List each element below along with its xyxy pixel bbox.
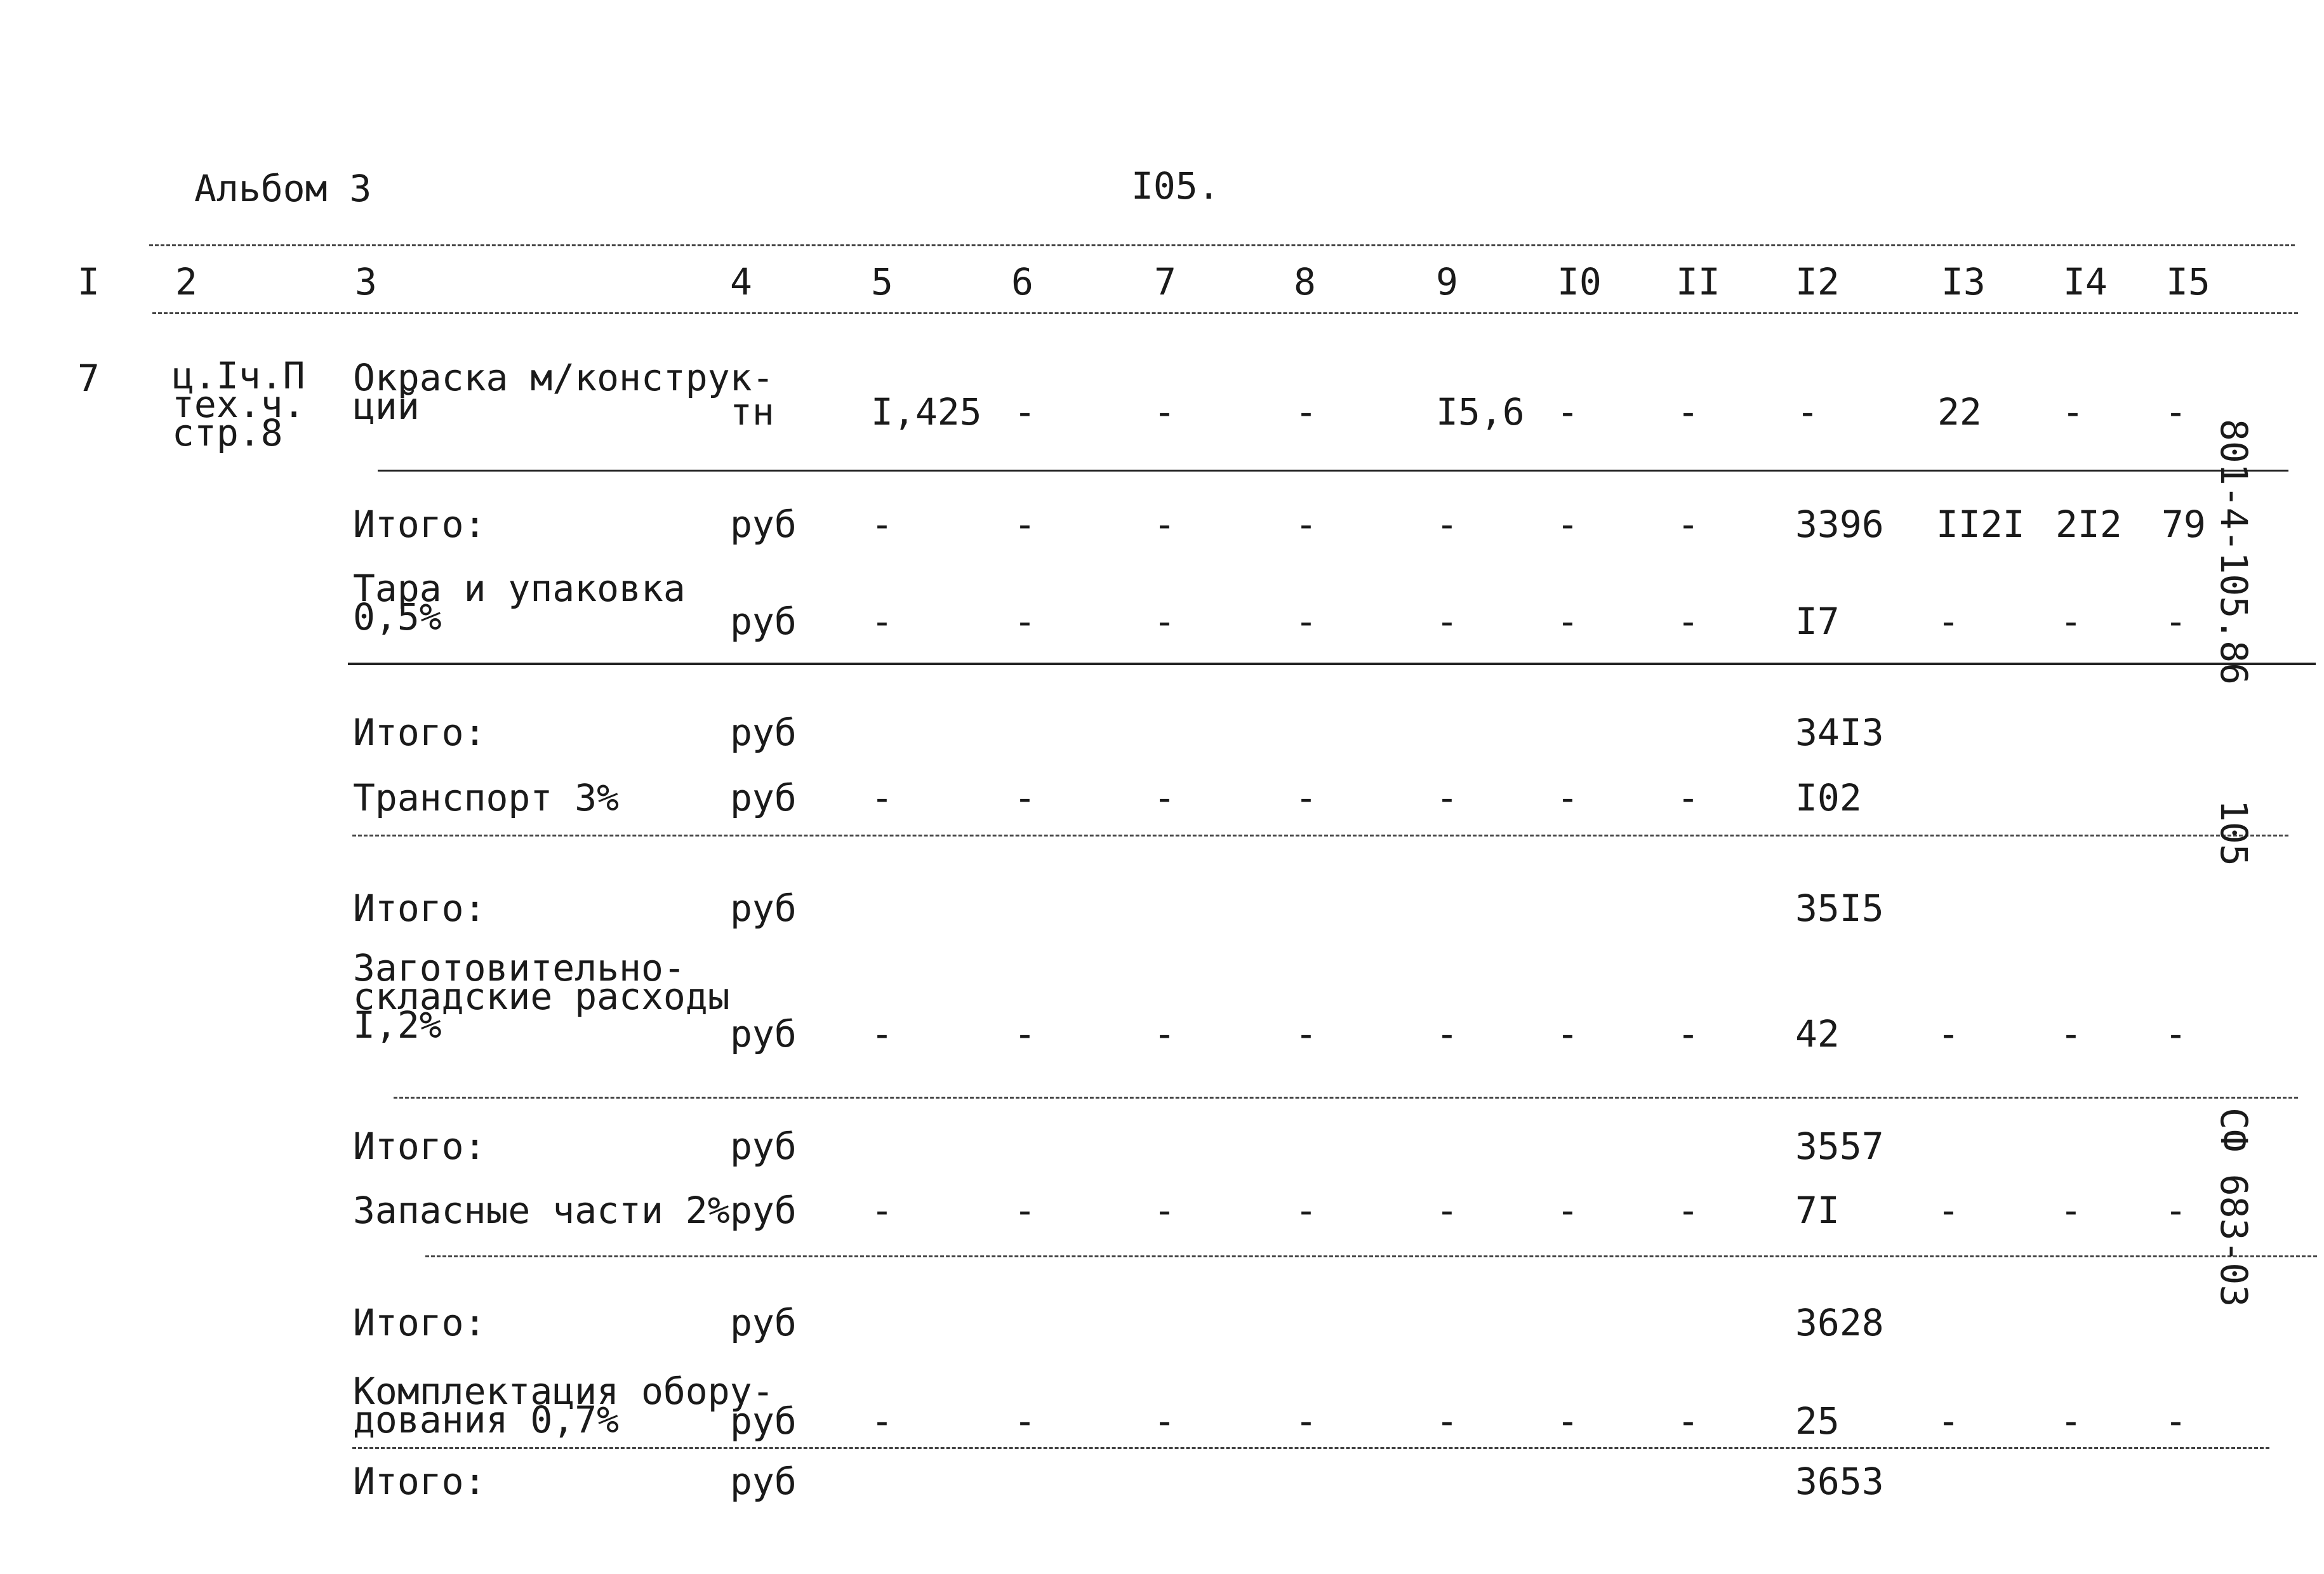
row-unit: руб xyxy=(730,776,797,819)
row-value: - xyxy=(1557,600,1579,643)
row-value: - xyxy=(1937,1189,1960,1232)
row-value: - xyxy=(1153,1189,1176,1232)
row-value: - xyxy=(871,776,893,819)
row-value: - xyxy=(1295,1399,1317,1443)
row-value: - xyxy=(871,1399,893,1443)
row-unit: руб xyxy=(730,711,797,754)
column-number: I3 xyxy=(1941,260,1986,303)
row-description: Запасные части 2% xyxy=(353,1189,730,1232)
row-value: - xyxy=(1557,390,1579,433)
column-number: I2 xyxy=(1795,260,1840,303)
row-value: - xyxy=(1436,1189,1458,1232)
row-value: - xyxy=(2060,1012,2082,1055)
row-value: - xyxy=(1677,1189,1699,1232)
section-rule xyxy=(348,663,2316,665)
row-unit: руб xyxy=(730,1189,797,1232)
row-value: - xyxy=(1153,1012,1176,1055)
row-unit: руб xyxy=(730,1125,797,1168)
page-number: I05. xyxy=(1131,164,1220,208)
row-unit: руб xyxy=(730,600,797,643)
row-value: - xyxy=(1677,503,1699,546)
column-number: II xyxy=(1676,260,1720,303)
row-value: 3653 xyxy=(1795,1460,1884,1503)
header-bottom-rule xyxy=(152,312,2298,314)
row-value: I,425 xyxy=(871,390,982,433)
column-number: 4 xyxy=(730,260,752,303)
row-rule xyxy=(378,470,2288,472)
margin-code-lower: СФ 683-03 xyxy=(2212,1108,2255,1307)
row-value: I7 xyxy=(1795,600,1840,643)
row-value: - xyxy=(1677,1399,1699,1443)
row-unit: руб xyxy=(730,1012,797,1055)
row-value: - xyxy=(2060,600,2082,643)
header-top-rule xyxy=(149,244,2295,246)
row-value: - xyxy=(1557,1189,1579,1232)
row-value: - xyxy=(1557,776,1579,819)
row-description: Итого: xyxy=(353,1125,486,1168)
row-value: - xyxy=(2165,1189,2187,1232)
row-value: - xyxy=(1557,1012,1579,1055)
column-number: 5 xyxy=(871,260,893,303)
row-unit: руб xyxy=(730,1399,797,1443)
row-value: I02 xyxy=(1795,776,1862,819)
row-description: Окраска м/конструк- ций xyxy=(353,356,774,428)
row-value: - xyxy=(1295,1189,1317,1232)
row-value: II2I xyxy=(1936,503,2025,546)
row-value: - xyxy=(1014,776,1036,819)
row-value: - xyxy=(2062,390,2084,433)
row-value: - xyxy=(1677,776,1699,819)
row-value: - xyxy=(1436,600,1458,643)
row-value: - xyxy=(1014,1189,1036,1232)
row-description: Итого: xyxy=(353,503,486,546)
row-value: I5,6 xyxy=(1436,390,1525,433)
row-value: - xyxy=(1557,1399,1579,1443)
row-description: Тара и упаковка 0,5% xyxy=(353,567,686,639)
row-value: - xyxy=(2165,600,2187,643)
row-rule xyxy=(425,1255,2317,1257)
row-value: - xyxy=(871,1189,893,1232)
row-description: Транспорт 3% xyxy=(353,776,620,819)
row-value: 79 xyxy=(2161,503,2206,546)
row-value: - xyxy=(1014,390,1036,433)
row-value: 3396 xyxy=(1795,503,1884,546)
row-unit: руб xyxy=(730,1460,797,1503)
row-value: - xyxy=(1677,600,1699,643)
row-value: - xyxy=(2060,1399,2082,1443)
row-value: - xyxy=(1153,503,1176,546)
row-value: - xyxy=(1436,503,1458,546)
row-value: 3557 xyxy=(1795,1125,1884,1168)
row-value: - xyxy=(1014,1399,1036,1443)
row-value: - xyxy=(871,503,893,546)
margin-code-upper: 801-4-105.86 xyxy=(2212,419,2255,685)
row-value: - xyxy=(1295,776,1317,819)
row-value: - xyxy=(1153,390,1176,433)
row-value: - xyxy=(1677,390,1699,433)
row-value: - xyxy=(1937,1012,1960,1055)
row-value: - xyxy=(871,600,893,643)
row-description: Итого: xyxy=(353,1460,486,1503)
column-number: 2 xyxy=(175,260,197,303)
row-value: - xyxy=(1295,390,1317,433)
row-rule xyxy=(352,1447,2269,1449)
row-value: - xyxy=(1153,776,1176,819)
row-value: 7I xyxy=(1795,1189,1840,1232)
row-description: Итого: xyxy=(353,887,486,930)
row-unit: руб xyxy=(730,1301,797,1344)
row-unit: руб xyxy=(730,503,797,546)
row-rule xyxy=(352,835,2288,837)
row-rule xyxy=(394,1097,2298,1099)
item-reference: ц.Iч.П тех.ч. стр.8 xyxy=(172,354,305,455)
row-value: - xyxy=(2165,1399,2187,1443)
row-value: 25 xyxy=(1795,1399,1840,1443)
item-number: 7 xyxy=(77,357,100,400)
column-number: 7 xyxy=(1154,260,1176,303)
row-value: - xyxy=(1295,503,1317,546)
row-value: 2I2 xyxy=(2055,503,2122,546)
row-unit: тн xyxy=(730,390,774,433)
row-value: - xyxy=(1796,390,1819,433)
row-value: - xyxy=(1937,600,1960,643)
row-value: 34I3 xyxy=(1795,711,1884,754)
row-value: - xyxy=(1295,600,1317,643)
row-value: - xyxy=(1436,776,1458,819)
row-value: - xyxy=(2060,1189,2082,1232)
row-value: - xyxy=(1295,1012,1317,1055)
row-description: Заготовительно- складские расходы I,2% xyxy=(353,946,730,1047)
column-number: I0 xyxy=(1557,260,1602,303)
column-number: I5 xyxy=(2166,260,2210,303)
row-value: - xyxy=(1677,1012,1699,1055)
row-value: - xyxy=(1014,503,1036,546)
row-value: - xyxy=(2165,390,2187,433)
row-value: - xyxy=(2165,1012,2187,1055)
row-value: - xyxy=(871,1012,893,1055)
row-value: 35I5 xyxy=(1795,887,1884,930)
row-value: 42 xyxy=(1795,1012,1840,1055)
column-number: I xyxy=(77,260,100,303)
album-label: Альбом 3 xyxy=(194,167,372,210)
column-number: 6 xyxy=(1011,260,1033,303)
margin-code-middle: 105 xyxy=(2212,800,2255,866)
row-value: - xyxy=(1014,1012,1036,1055)
row-description: Итого: xyxy=(353,1301,486,1344)
row-unit: руб xyxy=(730,887,797,930)
row-value: - xyxy=(1153,600,1176,643)
row-value: 22 xyxy=(1937,390,1982,433)
row-value: - xyxy=(1436,1012,1458,1055)
row-value: - xyxy=(1937,1399,1960,1443)
row-value: 3628 xyxy=(1795,1301,1884,1344)
column-number: I4 xyxy=(2063,260,2108,303)
row-description: Комплектация обору- дования 0,7% xyxy=(353,1370,774,1442)
row-description: Итого: xyxy=(353,711,486,754)
column-number: 9 xyxy=(1436,260,1458,303)
column-number: 8 xyxy=(1294,260,1316,303)
row-value: - xyxy=(1153,1399,1176,1443)
column-number: 3 xyxy=(355,260,377,303)
row-value: - xyxy=(1436,1399,1458,1443)
row-value: - xyxy=(1557,503,1579,546)
row-value: - xyxy=(1014,600,1036,643)
